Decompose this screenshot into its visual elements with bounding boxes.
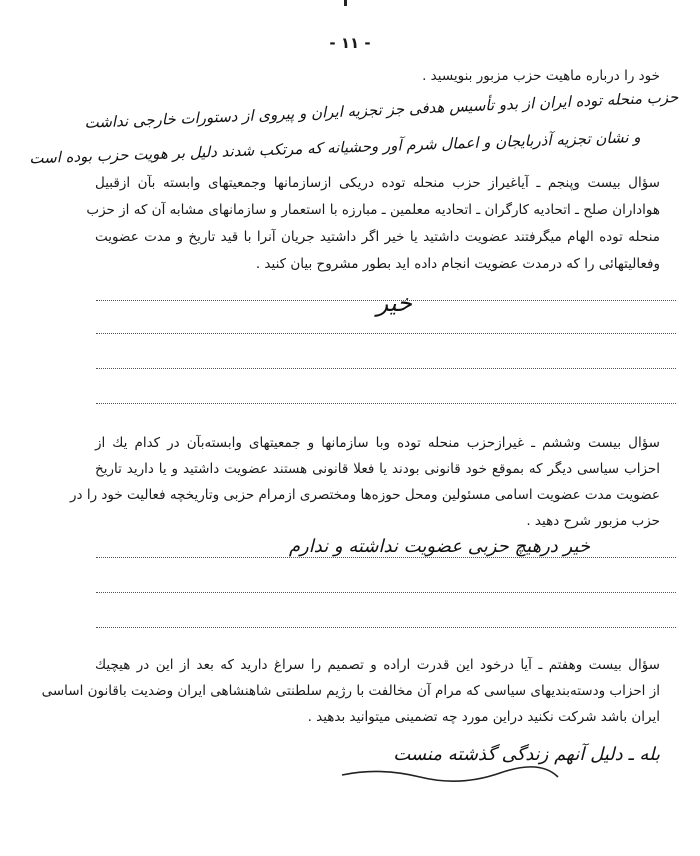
- answer-line: [96, 403, 676, 404]
- intro-line: خود را درباره ماهیت حزب مزبور بنویسید .: [422, 68, 660, 84]
- answer-line: [96, 627, 676, 628]
- q25-line-4: وفعالیتهائی را که درمدت عضویت انجام داده اید بطور مشروح بیان کنید .: [255, 256, 660, 272]
- answer-line: [96, 592, 676, 593]
- q27-line-2: از احزاب ودسته‌بندیهای سیاسی که مرام آن مخالفت با رژیم سلطنتی شاهنشاهی ایران وضدیت باقانون اساسی: [41, 683, 660, 699]
- answer-line: [96, 557, 676, 558]
- q27-handwritten-answer: بله ـ دلیل آنهم زندگی گذشته منست: [393, 744, 660, 765]
- signature-underline-scribble: [340, 765, 560, 783]
- q25-line-2: هواداران صلح ـ اتحادیه کارگران ـ اتحادیه معلمین ـ مبارزه با استعمار و سازمانهای مشابه آن که از حزب: [86, 202, 660, 218]
- q25-text: سؤال بیست وپنجم ـ آیاغیراز حزب منحله توده دریکی ازسازمانها وجمعیتهای وابسته بآن ازقبیل: [95, 175, 660, 191]
- answer-line: [96, 300, 676, 301]
- q27-line-1: سؤال بیست وهفتم ـ آیا درخود این قدرت اراده و تصمیم را سراغ دارید که بعد از این در هیچیك: [95, 657, 660, 673]
- q26-line-4: حزب مزبور شرح دهید .: [526, 513, 660, 529]
- top-edge-mark: [344, 0, 347, 6]
- handwritten-intro-line-1: حزب منحله توده ایران از بدو تأسیس هدفی جز تجزیه ایران و پیروی از دستورات خارجی نداشت: [83, 88, 679, 132]
- q27-line-3: ایران باشد شرکت نکنید دراین مورد چه تضمینی میتوانید بدهید .: [307, 709, 660, 725]
- answer-line: [96, 333, 676, 334]
- q25-line-3: منحله توده الهام میگرفتند عضویت داشتید یا خیر اگر داشتید جریان آنرا با قید تاریخ و مدت عضویت: [95, 229, 660, 245]
- q26-line-2: احزاب سیاسی دیگر که بموقع خود قانونی بودند یا فعلا قانونی هستند عضویت داشتید و یا دارید تاریخ: [95, 461, 660, 477]
- q26-line-3: عضویت مدت عضویت اسامی مسئولین ومحل حوزه‌ها ومختصری ازمرام حزبی وتاریخچه فعالیت خود را در: [70, 487, 660, 503]
- page-number: - ۱۱ -: [329, 34, 371, 52]
- handwritten-intro-line-2: و نشان تجزیه آذربایجان و اعمال شرم آور وحشیانه که مرتکب شدند دلیل بر هویت حزب بوده است: [28, 128, 641, 168]
- q26-line-1: سؤال بیست وششم ـ غیرازحزب منحله توده وبا سازمانها و جمعیتهای وابسته‌بآن در کدام یك از: [95, 435, 660, 451]
- answer-line: [96, 368, 676, 369]
- q26-handwritten-answer: خیر درهیچ حزبی عضویت نداشته و ندارم: [288, 536, 590, 557]
- q25-line-1: [95, 173, 660, 193]
- q25-handwritten-answer: خیر: [376, 289, 412, 317]
